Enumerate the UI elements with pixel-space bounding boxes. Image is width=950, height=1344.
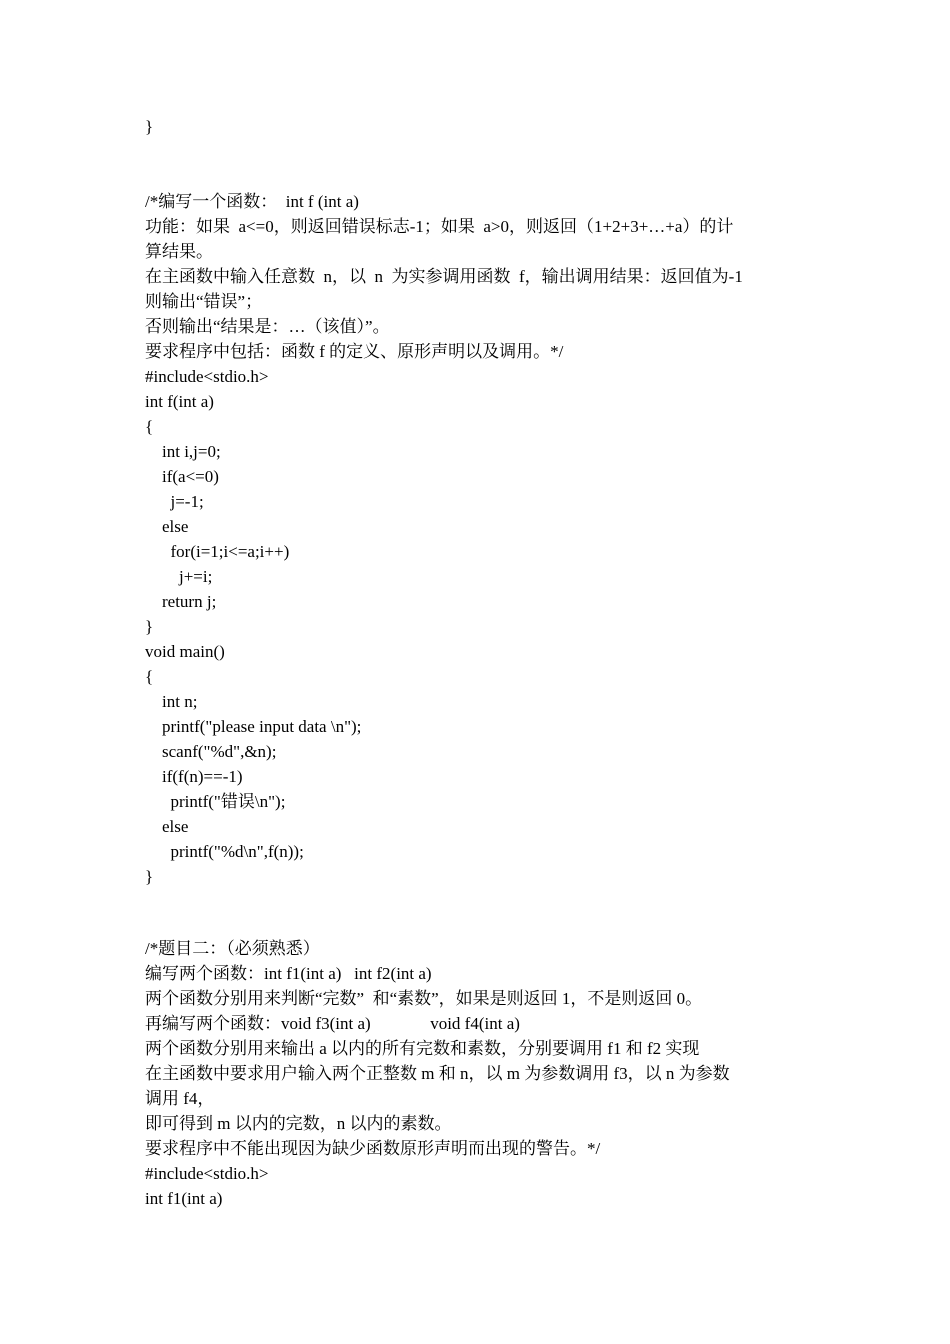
text-line: 功能：如果 a<=0，则返回错误标志-1；如果 a>0，则返回（1+2+3+…+a）的计 <box>145 217 734 236</box>
code-line: else <box>145 817 189 836</box>
code-line: if(f(n)==-1) <box>145 767 243 786</box>
text-line: 编写两个函数：int f1(int a) int f2(int a) <box>145 964 432 983</box>
comment-line: /*编写一个函数： int f (int a) <box>145 192 359 211</box>
text-line: 在主函数中要求用户输入两个正整数 m 和 n，以 m 为参数调用 f3，以 n 为参数 <box>145 1064 730 1083</box>
text-line: 两个函数分别用来判断“完数” 和“素数”，如果是则返回 1，不是则返回 0。 <box>145 989 703 1008</box>
text-line: 要求程序中包括：函数 f 的定义、原形声明以及调用。*/ <box>145 342 564 361</box>
code-line: } <box>145 617 154 636</box>
code-line: int f1(int a) <box>145 1189 223 1208</box>
code-line: return j; <box>145 592 217 611</box>
code-line: void main() <box>145 642 225 661</box>
text-line: 在主函数中输入任意数 n，以 n 为实参调用函数 f，输出调用结果：返回值为-1 <box>145 267 743 286</box>
code-line: printf("%d\n",f(n)); <box>145 842 304 861</box>
code-line: scanf("%d",&n); <box>145 742 277 761</box>
text-line: 即可得到 m 以内的完数，n 以内的素数。 <box>145 1114 452 1133</box>
code-line: } <box>145 867 154 886</box>
code-line: int n; <box>145 692 198 711</box>
code-line: printf("错误\n"); <box>145 792 286 811</box>
text-line: 再编写两个函数：void f3(int a) void f4(int a) <box>145 1014 520 1033</box>
text-line: 则输出“错误”； <box>145 292 263 311</box>
code-line: else <box>145 517 189 536</box>
text-line: 调用 f4， <box>145 1089 215 1108</box>
text-line: 否则输出“结果是：…（该值）”。 <box>145 317 390 336</box>
code-line: if(a<=0) <box>145 467 219 486</box>
code-line: int f(int a) <box>145 392 214 411</box>
text-line: 要求程序中不能出现因为缺少函数原形声明而出现的警告。*/ <box>145 1139 601 1158</box>
code-line: #include<stdio.h> <box>145 1164 269 1183</box>
text-line: 算结果。 <box>145 242 213 261</box>
code-line: for(i=1;i<=a;i++) <box>145 542 290 561</box>
code-line: { <box>145 667 154 686</box>
comment-line: /*题目二：（必须熟悉） <box>145 939 320 958</box>
code-line: printf("please input data \n"); <box>145 717 362 736</box>
code-line: #include<stdio.h> <box>145 367 269 386</box>
code-line: j+=i; <box>145 567 213 586</box>
code-line: } <box>145 117 154 136</box>
text-line: 两个函数分别用来输出 a 以内的所有完数和素数，分别要调用 f1 和 f2 实现 <box>145 1039 700 1058</box>
code-line: int i,j=0; <box>145 442 221 461</box>
code-line: { <box>145 417 154 436</box>
code-line: j=-1; <box>145 492 204 511</box>
